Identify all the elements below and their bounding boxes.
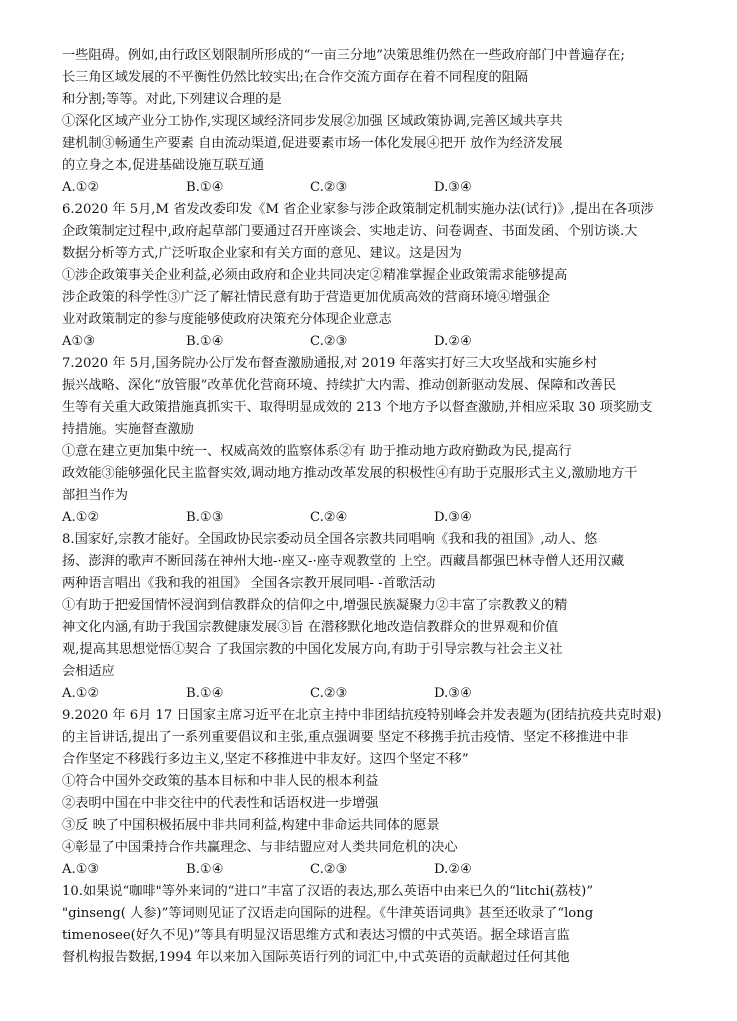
option: B.①④ <box>186 334 224 349</box>
option: D.②④ <box>434 862 472 877</box>
text-line: 的主旨讲话,提出了一系列重要倡议和主张,重点强调要 坚定不移携手抗击疫情、坚定不移推进中非 <box>62 730 629 745</box>
text-line: 政效能③能够强化民主监督实效,调动地方推动改革发展的积极性④有助于克服形式主义,激励地方干 <box>62 466 638 481</box>
text-line: 合作坚定不移践行多边主义,坚定不移推进中非友好。这四个坚定不移” <box>62 752 469 767</box>
option: A.①③ <box>62 862 100 877</box>
text-line: ①深化区域产业分工协作,实现区域经济同步发展②加强 区域政策协调,完善区域共享共 <box>62 114 563 129</box>
text-line: 观,提高其思想觉悟①契合 了我国宗教的中国化发展方向,有助于引导宗教与社会主义社 <box>62 642 563 657</box>
text-line: 9.2020 年 6月 17 日国家主席习近平在北京主持中非团结抗疫特别峰会并发表题为(团结抗疫共克时艰) <box>62 708 662 723</box>
text-line: ②表明中国在中非交往中的代表性和话语权进一步增强 <box>62 796 379 811</box>
text-line: 持措施。实施督查激励 <box>62 422 194 437</box>
text-line: 和分割;等等。对此,下列建议合理的是 <box>62 92 282 107</box>
option: B.①③ <box>186 510 224 525</box>
option: D.③④ <box>434 180 472 195</box>
text-line: ①有助于把爱国情怀浸润到信教群众的信仰之中,增强民族凝聚力②丰富了宗教教义的精 <box>62 598 568 613</box>
text-line: 督机构报告数据,1994 年以来加入国际英语行列的词汇中,中式英语的贡献超过任何其他 <box>62 950 570 965</box>
text-line: "ginseng( 人参)”等词则见证了汉语走向国际的进程。《牛津英语词典》甚至还收录了“long <box>62 906 594 921</box>
text-line: 企政策制定过程中,政府起草部门要通过召开座谈会、实地走访、问卷调查、书面发函、个别访谈.大 <box>62 224 638 239</box>
text-line: 8.国家好,宗教才能好。全国政协民宗委动员全国各宗教共同唱响《我和我的祖国》,动人、悠 <box>62 532 598 547</box>
option: C.②③ <box>310 180 348 195</box>
option: D.③④ <box>434 686 472 701</box>
option: C.②③ <box>310 862 348 877</box>
option: C.②④ <box>310 510 348 525</box>
option: C.②③ <box>310 686 348 701</box>
option: C.②③ <box>310 334 348 349</box>
text-line: 长三角区域发展的不平衡性仍然比较实出;在合作交流方面存在着不同程度的阻隔 <box>62 70 529 85</box>
option: A①③ <box>62 334 96 349</box>
text-line: 会相适应 <box>62 664 115 679</box>
text-line: ③反 映了中国积极拓展中非共同利益,构建中非命运共同体的愿景 <box>62 818 440 833</box>
text-line: 生等有关重大政策措施真抓实干、取得明显成效的 213 个地方予以督查激励,并相应采取 30 项奖励支 <box>62 400 653 415</box>
text-line: 数据分析等方式,广泛听取企业家和有关方面的意见、建议。这是因为 <box>62 246 462 261</box>
text-line: 两种语言唱出《我和我的祖国》 全国各宗教开展同唱- -首歌活动 <box>62 576 436 591</box>
text-line: 的立身之本,促进基础设施互联互通 <box>62 158 265 173</box>
text-line: 神文化内涵,有助于我国宗教健康发展③旨 在潜移默化地改造信教群众的世界观和价值 <box>62 620 559 635</box>
option: D.②④ <box>434 334 472 349</box>
text-line: 部担当作为 <box>62 488 128 503</box>
text-line: 一些阻碍。例如,由行政区划限制所形成的“一亩三分地”决策思维仍然在一些政府部门中普遍存在; <box>62 48 625 63</box>
option: B.①④ <box>186 686 224 701</box>
text-line: 7.2020 年 5月,国务院办公厅发布督查激励通报,对 2019 年落实打好三大攻坚战和实施乡村 <box>62 356 598 371</box>
text-line: timenosee(好久不见)”等具有明显汉语思维方式和表达习惯的中式英语。据全球语言监 <box>62 928 570 943</box>
text-line: 涉企政策的科学性③广泛了解社情民意有助于营造更加优质高效的营商环境④增强企 <box>62 290 550 305</box>
text-line: 振兴战略、深化“放管服”改革优化营商环境、持续扩大内需、推动创新驱动发展、保障和改善民 <box>62 378 617 393</box>
option: A.①② <box>62 180 100 195</box>
text-line: ①意在建立更加集中统一、权威高效的监察体系②有 助于推动地方政府勤政为民,提高行 <box>62 444 572 459</box>
text-line: ④彰显了中国秉持合作共赢理念、与非结盟应对人类共同危机的决心 <box>62 840 458 855</box>
text-line: ①涉企政策事关企业利益,必须由政府和企业共同决定②精准掌握企业政策需求能够提高 <box>62 268 568 283</box>
option: B.①④ <box>186 862 224 877</box>
text-line: 建机制③畅通生产要素 自由流动渠道,促进要素市场一体化发展④把开 放作为经济发展 <box>62 136 563 151</box>
text-line: 6.2020 年 5月,M 省发改委印发《M 省企业家参与涉企政策制定机制实施办法(试行)》,提出在各项涉 <box>62 202 654 217</box>
option: B.①④ <box>186 180 224 195</box>
option: A.①② <box>62 510 100 525</box>
text-line: 业对政策制定的参与度能够使政府决策充分体现企业意志 <box>62 312 392 327</box>
text-line: ①符合中国外交政策的基本目标和中非人民的根本利益 <box>62 774 379 789</box>
text-line: 10.如果说“咖啡"等外来词的“进口”丰富了汉语的表达,那么英语中由来已久的“litchi(荔枝)” <box>62 884 594 899</box>
option: D.③④ <box>434 510 472 525</box>
text-line: 扬、澎湃的歌声不断回荡在神州大地-·座又-·座寺观教堂的 上空。西藏昌都强巴林寺僧人还用汉藏 <box>62 554 625 569</box>
option: A.①② <box>62 686 100 701</box>
